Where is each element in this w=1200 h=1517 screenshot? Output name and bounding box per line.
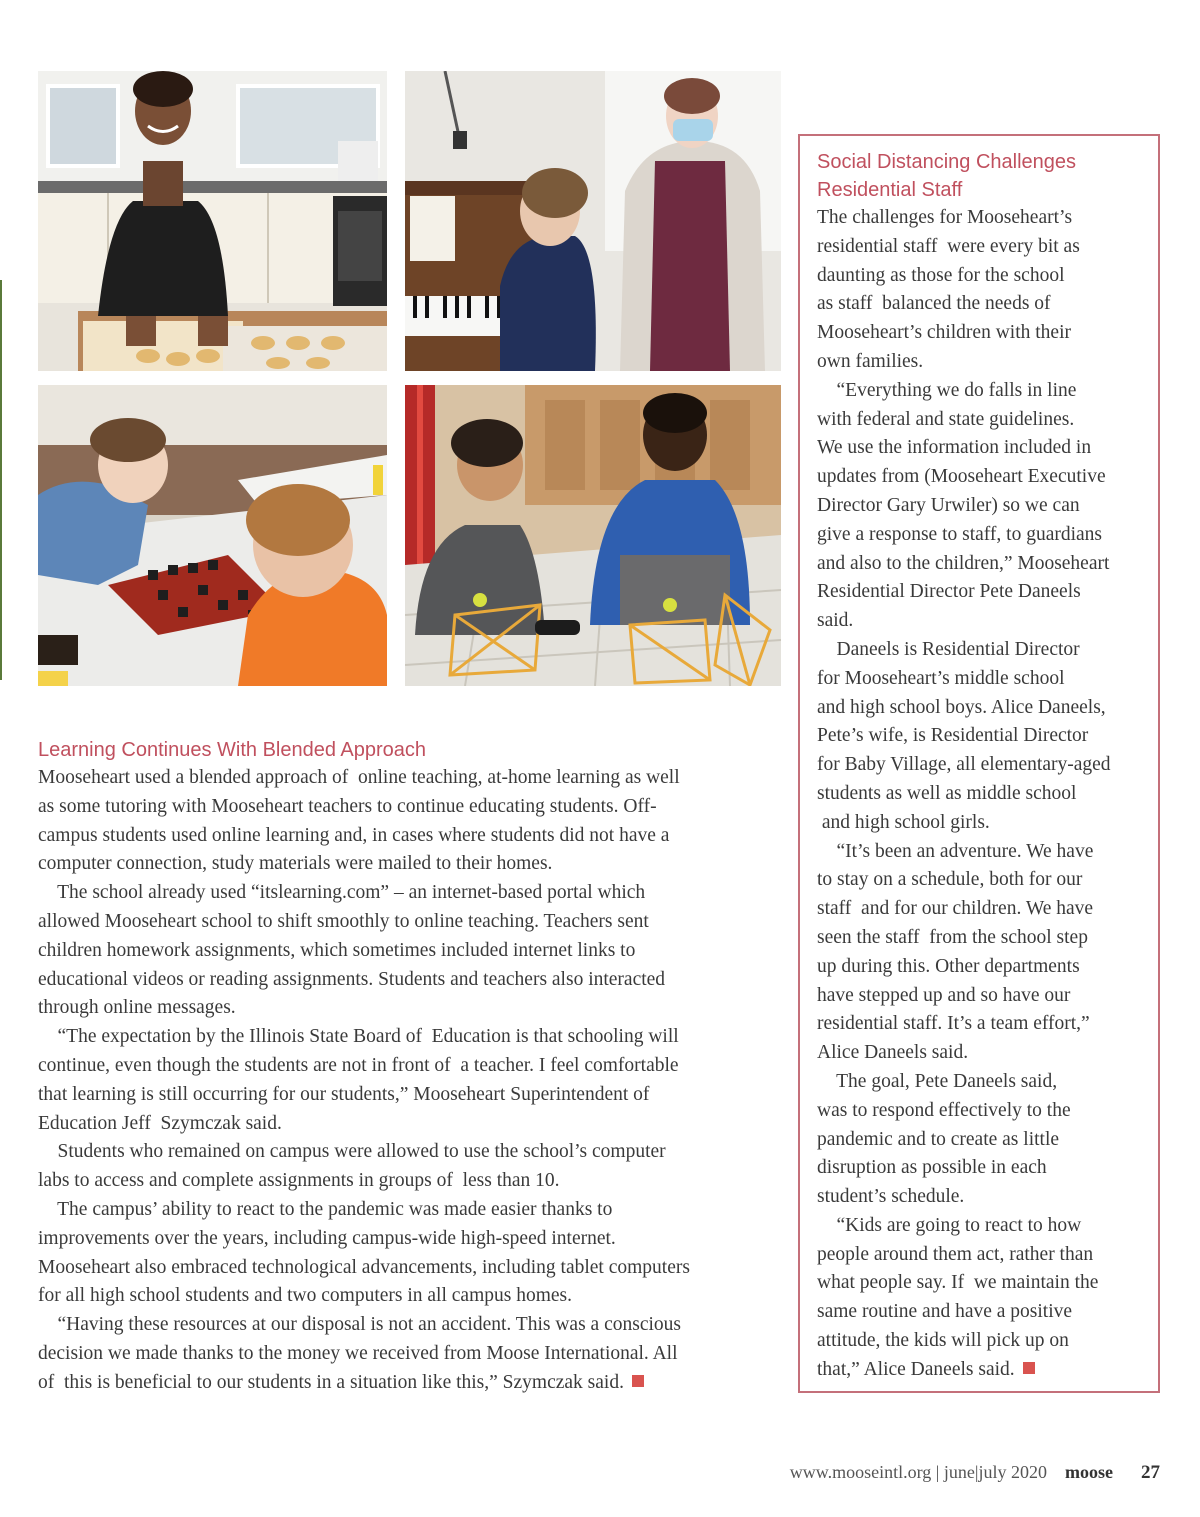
sidebar-line: seen the staff from the school step — [817, 926, 1088, 948]
sidebar-line: residential staff were every bit as — [817, 235, 1080, 257]
sidebar-line: up during this. Other departments — [817, 955, 1080, 977]
article-line: allowed Mooseheart school to shift smoothly to online teaching. Teachers sent — [38, 910, 649, 932]
sidebar-line: Pete’s wife, is Residential Director — [817, 725, 1089, 747]
page-footer — [790, 1462, 1160, 1484]
sidebar-heading-line: Residential Staff — [817, 179, 963, 201]
sidebar-line: students as well as middle school — [817, 782, 1077, 804]
article-line: Education Jeff Szymczak said. — [38, 1112, 282, 1134]
sidebar-line: own families. — [817, 350, 924, 372]
article-line: labs to access and complete assignments in groups of less than 10. — [38, 1170, 560, 1192]
article-line: campus students used online learning and, in cases where students did not have a — [38, 824, 670, 846]
article-line: computer connection, study materials were mailed to their homes. — [38, 853, 553, 875]
article-line: children homework assignments, which sometimes included internet links to — [38, 939, 636, 961]
article-line: Mooseheart also embraced technological advancements, including tablet computers — [38, 1256, 690, 1278]
sidebar-line: for Mooseheart’s middle school — [817, 667, 1065, 689]
sidebar-line: people around them act, rather than — [817, 1243, 1094, 1265]
sidebar-line: was to respond effectively to the — [817, 1099, 1071, 1121]
article-line: Students who remained on campus were allowed to use the school’s computer — [38, 1141, 666, 1163]
footer-url-date: www.mooseintl.org | june|july 2020 — [789, 1462, 1047, 1482]
article-line: that learning is still occurring for our students,” Mooseheart Superintendent of — [38, 1083, 650, 1105]
sidebar-line: residential staff. It’s a team effort,” — [817, 1013, 1090, 1035]
sidebar-line: give a response to staff, to guardians — [817, 523, 1103, 545]
sidebar-box — [798, 134, 1160, 1393]
sidebar-line: Residential Director Pete Daneels — [817, 581, 1081, 603]
sidebar-line: The goal, Pete Daneels said, — [817, 1070, 1058, 1092]
sidebar-line: disruption as possible in each — [817, 1157, 1047, 1179]
sidebar-line: as staff balanced the needs of — [817, 293, 1051, 315]
photo-boys-playing-chess — [38, 385, 387, 686]
sidebar-line: and high school girls. — [817, 811, 990, 833]
article-line: educational videos or reading assignments. Students and teachers also interacted — [38, 968, 666, 990]
sidebar-line: “Everything we do falls in line — [817, 379, 1077, 401]
article-line: The campus’ ability to react to the pandemic was made easier thanks to — [38, 1198, 613, 1220]
sidebar-line: We use the information included in — [817, 437, 1092, 459]
sidebar-line: Alice Daneels said. — [817, 1042, 969, 1064]
sidebar-line: Mooseheart’s children with their — [817, 322, 1071, 344]
sidebar-line: said. — [817, 610, 854, 632]
sidebar-line: with federal and state guidelines. — [817, 408, 1075, 430]
article-line: continue, even though the students are not in front of a teacher. I feel comfortable — [38, 1054, 679, 1076]
sidebar-line: to stay on a schedule, both for our — [817, 869, 1083, 891]
sidebar-last-line — [817, 1356, 1162, 1385]
sidebar-line: what people say. If we maintain the — [817, 1272, 1099, 1294]
sidebar-line: and high school boys. Alice Daneels, — [817, 696, 1106, 718]
article-line: decision we made thanks to the money we received from Moose International. All — [38, 1342, 678, 1364]
sidebar-line: and also to the children,” Mooseheart — [817, 552, 1110, 574]
sidebar-line: The challenges for Mooseheart’s — [817, 207, 1073, 228]
sidebar-body — [817, 204, 1162, 1385]
sidebar-line: pandemic and to create as little — [817, 1128, 1060, 1150]
end-of-story-mark — [632, 1375, 644, 1387]
page-number: 27 — [1141, 1462, 1160, 1483]
article-line: improvements over the years, including campus-wide high-speed internet. — [38, 1227, 616, 1249]
sidebar-line: staff and for our children. We have — [817, 898, 1094, 920]
sidebar-heading — [817, 148, 1162, 204]
page-edge-mark — [0, 280, 2, 680]
article-line: for all high school students and two computers in all campus homes. — [38, 1285, 572, 1307]
sidebar-line: “It’s been an adventure. We have — [817, 840, 1094, 862]
article-line: Mooseheart used a blended approach of online teaching, at-home learning as well — [38, 767, 680, 788]
sidebar-line: Daneels is Residential Director — [817, 638, 1080, 660]
sidebar-line: Director Gary Urwiler) so we can — [817, 494, 1080, 516]
article-line: through online messages. — [38, 997, 236, 1019]
article-line: The school already used “itslearning.com” – an internet-based portal which — [38, 882, 646, 904]
sidebar-line: that,” Alice Daneels said. — [817, 1358, 1015, 1380]
article-line: as some tutoring with Mooseheart teachers to continue educating students. Off- — [38, 795, 657, 817]
photo-boys-building-structures — [405, 385, 781, 686]
end-of-story-mark — [1023, 1362, 1035, 1374]
sidebar-line: have stepped up and so have our — [817, 984, 1071, 1006]
sidebar-line: same routine and have a positive — [817, 1301, 1073, 1323]
article-last-line — [38, 1369, 788, 1398]
sidebar-heading-line: Social Distancing Challenges — [817, 151, 1077, 173]
article-line: “Having these resources at our disposal is not an accident. This was a conscious — [38, 1314, 681, 1336]
article-line: of this is beneficial to our students in a situation like this,” Szymczak said. — [38, 1371, 624, 1393]
photo-student-baking-cookies — [38, 71, 387, 371]
sidebar-line: for Baby Village, all elementary-aged — [817, 754, 1111, 776]
sidebar-line: updates from (Mooseheart Executive — [817, 466, 1106, 488]
sidebar-line: daunting as those for the school — [817, 264, 1065, 286]
sidebar-line: student’s schedule. — [817, 1186, 965, 1208]
sidebar-line: attitude, the kids will pick up on — [817, 1330, 1069, 1352]
footer-brand: moose — [1065, 1462, 1113, 1482]
sidebar-line: “Kids are going to react to how — [817, 1214, 1082, 1236]
main-article — [38, 736, 788, 1398]
article-heading: Learning Continues With Blended Approach — [38, 739, 427, 761]
photo-boy-playing-piano — [405, 71, 781, 371]
article-line: “The expectation by the Illinois State Board of Education is that schooling will — [38, 1026, 679, 1048]
